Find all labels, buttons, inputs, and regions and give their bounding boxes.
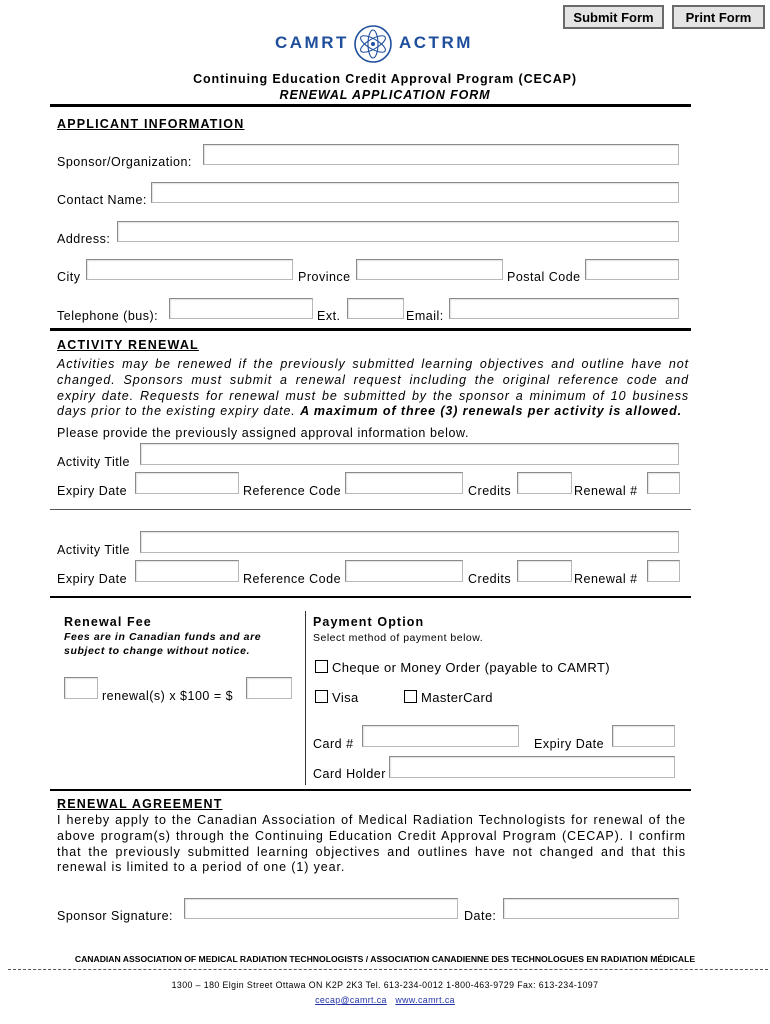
footer-web-link[interactable]: www.camrt.ca [395, 995, 455, 1005]
cheque-checkbox[interactable] [315, 660, 328, 673]
activity-renewal-text: Activities may be renewed if the previously submitted learning objectives and outline have not changed. Sponsors must submit a renewal request including the original reference code and expiry date. Requests for renewal must be submitted by the sponsor a minimum of 10 business days prior to the existing expiry date. [57, 357, 689, 419]
contact-name-label: Contact Name: [57, 193, 147, 207]
card-holder-label: Card Holder [313, 767, 386, 781]
credits-field-1[interactable] [517, 472, 572, 494]
renewal-number-label: Renewal # [574, 572, 638, 586]
renewal-number-label: Renewal # [574, 484, 638, 498]
ext-field[interactable] [347, 298, 404, 319]
activity-renewal-heading: ACTIVITY RENEWAL [57, 338, 199, 352]
renewal-number-field-1[interactable] [647, 472, 680, 494]
agreement-text: I hereby apply to the Canadian Association of Medical Radiation Technologists for renewal of the above program(s) through the Continuing Education Credit Approval Program (CECAP). I confirm that the previously submitted learning objectives and outlines have not changed and that this renewal is limited to a period of one (1) year. [57, 813, 686, 875]
address-field[interactable] [117, 221, 679, 242]
reference-code-label: Reference Code [243, 484, 342, 498]
fee-note-line2: subject to change without notice. [64, 645, 251, 657]
max-renewals-text: A maximum of three (3) renewals per activity is allowed. [300, 404, 683, 419]
submit-form-button[interactable]: Submit Form [563, 5, 664, 29]
email-label: Email: [406, 309, 444, 323]
expiry-date-label: Expiry Date [57, 572, 128, 586]
sponsor-label: Sponsor/Organization: [57, 155, 192, 169]
province-field[interactable] [356, 259, 503, 280]
applicant-info-heading: APPLICANT INFORMATION [57, 117, 245, 131]
activity-divider-1 [50, 509, 691, 510]
credits-label: Credits [468, 572, 512, 586]
payment-instruction: Select method of payment below. [313, 632, 484, 644]
renewal-count-field[interactable] [64, 677, 98, 699]
mastercard-checkbox[interactable] [404, 690, 417, 703]
fee-payment-separator [305, 611, 306, 785]
visa-checkbox[interactable] [315, 690, 328, 703]
date-label: Date: [464, 909, 497, 923]
telephone-label: Telephone (bus): [57, 309, 159, 323]
footer-email-link[interactable]: cecap@camrt.ca [315, 995, 387, 1005]
activity-title-label: Activity Title [57, 543, 130, 557]
fee-note-line1: Fees are in Canadian funds and are [64, 631, 262, 643]
renewal-fee-heading: Renewal Fee [64, 615, 152, 629]
card-holder-field[interactable] [389, 756, 675, 778]
camrt-logo [275, 24, 475, 64]
address-label: Address: [57, 232, 111, 246]
telephone-field[interactable] [169, 298, 313, 319]
renewal-number-field-2[interactable] [647, 560, 680, 582]
activity-title-field-1[interactable] [140, 443, 679, 465]
card-number-field[interactable] [362, 725, 519, 747]
applicant-divider [50, 328, 691, 331]
fee-total-field[interactable] [246, 677, 292, 699]
payment-option-heading: Payment Option [313, 615, 425, 629]
credits-field-2[interactable] [517, 560, 572, 582]
province-label: Province [298, 270, 351, 284]
sponsor-signature-label: Sponsor Signature: [57, 909, 174, 923]
ext-label: Ext. [317, 309, 341, 323]
postal-code-field[interactable] [585, 259, 679, 280]
card-expiry-field[interactable] [612, 725, 675, 747]
expiry-date-field-2[interactable] [135, 560, 239, 582]
print-form-button[interactable]: Print Form [672, 5, 765, 29]
sponsor-signature-field[interactable] [184, 898, 458, 919]
reference-code-field-2[interactable] [345, 560, 463, 582]
activity-title-label: Activity Title [57, 455, 130, 469]
credits-label: Credits [468, 484, 512, 498]
form-subtitle: RENEWAL APPLICATION FORM [279, 88, 491, 102]
cheque-label: Cheque or Money Order (payable to CAMRT) [332, 660, 611, 675]
card-number-label: Card # [313, 737, 354, 751]
sponsor-field[interactable] [203, 144, 679, 165]
visa-label: Visa [332, 690, 359, 705]
mastercard-label: MasterCard [421, 690, 493, 705]
contact-name-field[interactable] [151, 182, 679, 203]
reference-code-label: Reference Code [243, 572, 342, 586]
form-title: Continuing Education Credit Approval Program (CECAP) [193, 72, 577, 86]
logo-left-text: CAMRT [275, 33, 349, 52]
atom-icon [353, 24, 393, 64]
expiry-date-field-1[interactable] [135, 472, 239, 494]
activity-divider-2 [50, 596, 691, 598]
reference-code-field-1[interactable] [345, 472, 463, 494]
expiry-date-label: Expiry Date [57, 484, 128, 498]
card-expiry-label: Expiry Date [534, 737, 605, 751]
payment-divider [50, 789, 691, 791]
email-field[interactable] [449, 298, 679, 319]
activity-instruction: Please provide the previously assigned approval information below. [57, 426, 470, 440]
header-divider [50, 104, 691, 107]
renewal-agreement-heading: RENEWAL AGREEMENT [57, 797, 223, 811]
footer-divider [8, 969, 768, 970]
footer-organization: CANADIAN ASSOCIATION OF MEDICAL RADIATION TECHNOLOGISTS / ASSOCIATION CANADIENNE DES TECHNOLOGUES EN RADIATION MÉDICALE [74, 954, 696, 964]
city-field[interactable] [86, 259, 293, 280]
city-label: City [57, 270, 81, 284]
activity-renewal-paragraph [57, 357, 689, 420]
fee-calculation-label: renewal(s) x $100 = $ [102, 689, 234, 703]
date-field[interactable] [503, 898, 679, 919]
activity-title-field-2[interactable] [140, 531, 679, 553]
footer-contact [0, 995, 770, 1005]
postal-code-label: Postal Code [507, 270, 581, 284]
footer-address: 1300 – 180 Elgin Street Ottawa ON K2P 2K3 Tel. 613-234-0012 1-800-463-9729 Fax: 613-234-1097 [171, 980, 599, 990]
logo-right-text: ACTRM [399, 33, 473, 52]
